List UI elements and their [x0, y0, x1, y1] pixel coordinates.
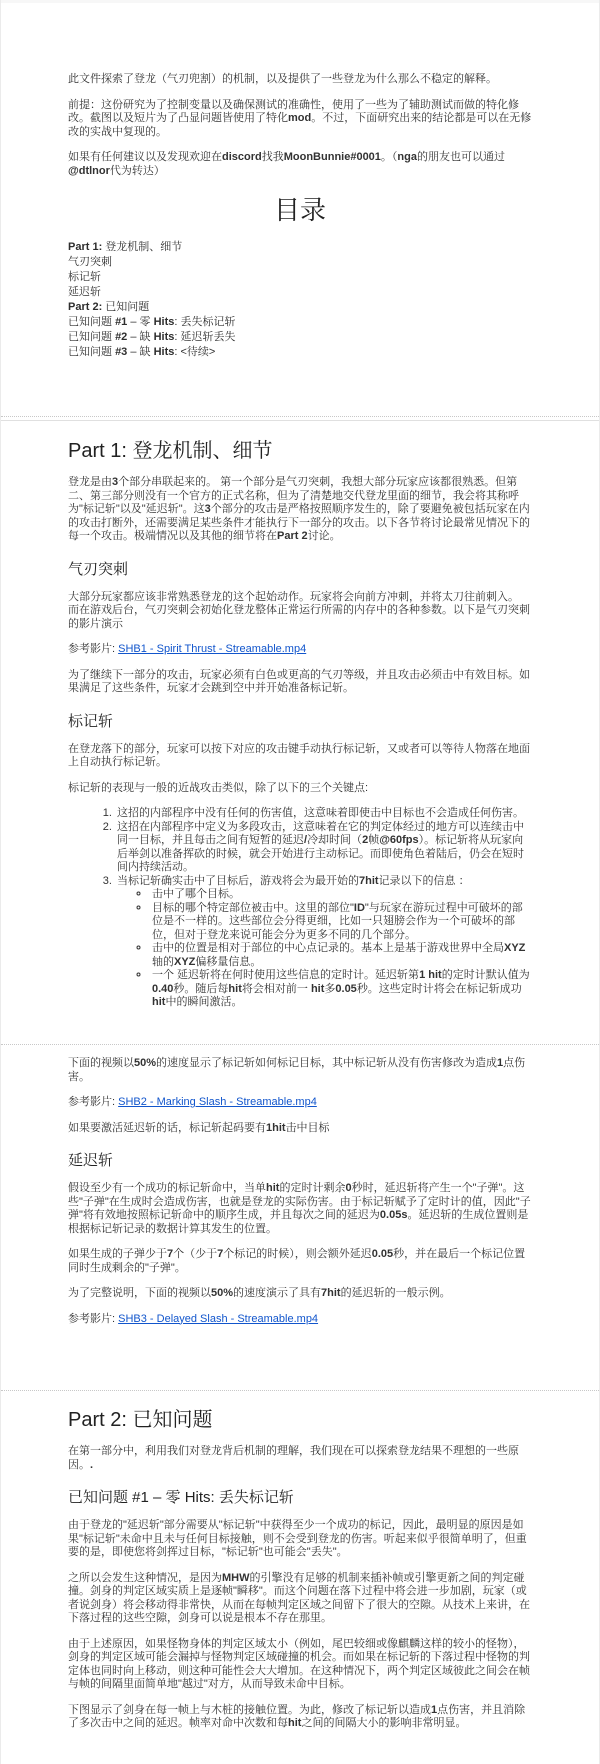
- video-reference-prefix: 参考影片:: [68, 1312, 119, 1325]
- marking-slash-paragraph-2: 标记斩的表现与一般的近战攻击类似，除了以下的三个关键点:: [68, 781, 369, 794]
- document-page-1: [1, 0, 599, 415]
- video-reference-shb1: [68, 643, 532, 657]
- intro-paragraph-contact: 如果有任何建议以及发现欢迎在discord找我MoonBunnie#0001。（nga的朋友也可以通过@dtlnor代为转达）: [68, 151, 505, 177]
- video-link-shb1[interactable]: SHB1 - Spirit Thrust - Streamable.mp4: [118, 643, 307, 655]
- toc-item-issue-2[interactable]: [68, 330, 532, 345]
- issue1-paragraph-1: 由于登龙的"延迟斩"部分需要从"标记斩"中获得至少一个成功的标记，因此，最明显的原因是如果"标记斩"未命中且未与任何目标接触，则不会受到登龙的伤害。听起来似乎很简单明了，但重要的是，即使您将剑挥过目标，"标记斩"也可能会"丢失"。: [68, 1519, 527, 1558]
- delayed-slash-paragraph-1: 假设至少有一个成功的标记斩命中，当单hit的定时计剩余0秒时，延迟斩将产生一个"子弹"。这些"子弹"在生成时会造成伤害，也就是登龙的实际伤害。由于标记斩赋予了定时计的值，因此"子弹"将有效地按照标记斩命中的顺序生成，并且每次之间的延迟为0.05s。延迟斩的生成位置则是根据标记斩记录的数据计算其发生的位置。: [68, 1182, 531, 1235]
- toc-item-label: 标记斩: [68, 271, 101, 283]
- recorded-info-timer: ◦ 一个 延迟斩将在何时使用这些信息的定时计。延迟斩第1 hit的定时计默认值为0.40秒。随后每hit将会相对前一 hit多0.05秒。这些定时计将会在标记斩成功hit中的瞬间激活。: [150, 969, 532, 1010]
- part2-heading: Part 2: 已知问题: [68, 1409, 213, 1431]
- toc-item-issue-1[interactable]: [68, 315, 532, 330]
- delayed-slash-paragraph-3: 为了完整说明，下面的视频以50%的速度演示了具有7hit的延迟斩的一般示例。: [68, 1287, 451, 1299]
- toc-item-label: 延迟斩: [68, 286, 101, 298]
- toc-item-delayed-slash[interactable]: [68, 285, 532, 300]
- marking-slash-paragraph-4: 如果要激活延迟斩的话，标记斩起码要有1hit击中目标: [68, 1121, 330, 1134]
- document-page-4: [1, 1391, 599, 1764]
- marking-slash-paragraph-3: 下面的视频以50%的速度显示了标记斩如何标记目标，其中标记斩从没有伤害修改为造成1点伤害。: [68, 1057, 526, 1083]
- key-point-3-text: 当标记斩确实击中了目标后，游戏将会为最开始的7hit记录以下的信息 ：: [117, 874, 470, 887]
- toc-item-issue-3[interactable]: [68, 345, 532, 360]
- document-page-2: [1, 422, 599, 1044]
- toc-item-label: 已知问题 #2 – 缺 Hits: 延迟斩丢失: [68, 331, 236, 343]
- issue1-heading: 已知问题 #1 – 零 Hits: 丢失标记斩: [68, 1489, 294, 1506]
- intro-paragraph-overview: 此文件探索了登龙（气刃兜割）的机制，以及提供了一些登龙为什么那么不稳定的解释。: [68, 73, 497, 85]
- toc-item-marking-slash[interactable]: [68, 270, 532, 285]
- toc-item-bold-prefix: Part 1:: [68, 241, 103, 253]
- recorded-info-list: [117, 888, 532, 1010]
- table-of-contents: [68, 240, 532, 360]
- page-break-dotted-line: [1, 416, 599, 417]
- toc-title: 目录: [273, 195, 326, 225]
- issue1-paragraph-3: 由于上述原因，如果怪物身体的判定区域太小（例如，尾巴较细或像麒麟这样的较小的怪物），剑身的判定区域可能会漏掉与怪物判定区域碰撞的机会。而如果在标记斩的下落过程中怪物的判定体也同时向上移动，则这种可能性会大大增加。在这种情况下，两个判定区域彼此之间会在帧与帧的间隔里面简单地"越过"对方，从而导致未命中目标。: [68, 1637, 530, 1690]
- video-reference-prefix: 参考影片:: [68, 643, 119, 655]
- recorded-info-target: ◦ 击中了哪个目标。: [150, 888, 532, 902]
- marking-slash-key-points: [68, 807, 532, 1010]
- toc-item-part2[interactable]: [68, 300, 532, 315]
- toc-item-bold-prefix: Part 2:: [68, 301, 103, 313]
- intro-paragraph-premise: 前提：这份研究为了控制变量以及确保测试的准确性，使用了一些为了辅助测试而做的特化修改。截图以及短片为了凸显问题皆使用了特化mod。不过，下面研究出来的结论都是可以在无修改的实战中复现的。: [68, 98, 532, 138]
- issue1-paragraph-4: 下图显示了剑身在每一帧上与木桩的接触位置。为此，修改了标记斩以造成1点伤害，并且消除了多次击中之间的延迟。帧率对命中次数和每hit之间的间隔大小的影响非常明显。: [68, 1703, 526, 1729]
- delayed-slash-paragraph-2: 如果生成的子弹少于7个（少于7个标记的时候），则会额外延迟0.05秒，并在最后一个标记位置同时生成剩余的"子弹"。: [68, 1248, 526, 1274]
- part1-heading: Part 1: 登龙机制、细节: [68, 440, 273, 462]
- spirit-thrust-paragraph-1: 大部分玩家都应该非常熟悉登龙的这个起始动作。玩家将会向前方冲刺，并将太刀往前刺入。 而在游戏后台，气刃突刺会初始化登龙整体正常运行所需的内存中的各种参数。以下是气刃突刺的影片演示: [68, 590, 530, 630]
- page-edge-line: [1, 420, 599, 421]
- key-point-1: 1. 这招的内部程序中没有任何的伤害值，这意味着即使击中目标也不会造成任何伤害。: [115, 807, 532, 821]
- toc-item-spirit-thrust[interactable]: [68, 255, 532, 270]
- marking-slash-heading: 标记斩: [68, 712, 114, 730]
- toc-item-label: 已知问题: [102, 301, 150, 313]
- issue1-paragraph-2: 之所以会发生这种情况，是因为MHW的引擎没有足够的机制来插补帧或引擎更新之间的判定碰撞。剑身的判定区域实质上是逐帧"瞬移"。而这个问题在落下过程中将会进一步加剧，玩家（或者说剑身）将会移动得非常快，从而在每帧判定区域之间留下了很大的空隙。从技术上来讲，在下落过程的这些空隙，剑身可以说是根本不存在那里。: [68, 1571, 530, 1624]
- video-reference-shb2: [68, 1096, 532, 1110]
- video-link-shb3[interactable]: SHB3 - Delayed Slash - Streamable.mp4: [118, 1312, 319, 1325]
- recorded-info-part-id: ◦ 目标的哪个特定部位被击中。这里的部位"ID"与玩家在游玩过程中可破坏的部位是不一样的。这些部位会分得更细，比如一只翅膀会作为一个可破坏的部位，但对于登龙来说可能会分为更多不同的几个部分。: [150, 902, 532, 943]
- delayed-slash-heading: 延迟斩: [68, 1152, 114, 1169]
- video-reference-prefix: 参考影片:: [68, 1096, 119, 1108]
- marking-slash-paragraph-1: 在登龙落下的部分，玩家可以按下对应的攻击键手动执行标记斩，又或者可以等待人物落在地面上自动执行标记斩。: [68, 742, 530, 768]
- document-page-3: [1, 1045, 599, 1390]
- spirit-thrust-heading: 气刃突刺: [68, 560, 129, 578]
- toc-item-label: 已知问题 #1 – 零 Hits: 丢失标记斩: [68, 316, 236, 328]
- part1-intro-paragraph: 登龙是由3个部分串联起来的。 第一个部分是气刃突刺，我想大部分玩家应该都很熟悉。但第二、第三部分则没有一个官方的正式名称，但为了清楚地交代登龙里面的细节，我会将其称呼为"标记斩"以及"延迟斩"。这3个部分的攻击是严格按照顺序发生的，除了要避免被包括玩家在内的攻击打断外，还需要满足某些条件才能执行下一部分的攻击。以下各节将讨论最常见情况下的每一个攻击。极端情况以及其他的细节将在Part 2讨论。: [68, 476, 530, 542]
- spirit-thrust-paragraph-2: 为了继续下一部分的攻击，玩家必须有白色或更高的气刃等级，并且攻击必须击中有效目标。如果满足了这些条件，玩家才会跳到空中并开始准备标记斩。: [68, 668, 530, 694]
- toc-item-part1[interactable]: [68, 240, 532, 255]
- toc-item-label: 气刃突刺: [68, 256, 112, 268]
- key-point-3: [115, 875, 532, 1010]
- key-point-2: 2. 这招在内部程序中定义为多段攻击，这意味着在它的判定体经过的地方可以连续击中同一目标，并且每击之间有短暂的延迟/冷却时间（2帧@60fps）。标记斩将从玩家向后举剑以准备挥砍的时候，就会开始进行主动标记。而即使角色着陆后，仍会在短时间内持续活动。: [115, 821, 532, 875]
- toc-item-label: 登龙机制、细节: [102, 241, 183, 253]
- part2-intro-paragraph: 在第一部分中，利用我们对登龙背后机制的理解，我们现在可以探索登龙结果不理想的一些原因。.: [68, 1445, 519, 1471]
- video-reference-shb3: [68, 1313, 532, 1327]
- toc-item-label: 已知问题 #3 – 缺 Hits: <待续>: [68, 346, 216, 358]
- video-link-shb2[interactable]: SHB2 - Marking Slash - Streamable.mp4: [118, 1096, 317, 1108]
- recorded-info-position: ◦ 击中的位置是相对于部位的中心点记录的。基本上是基于游戏世界中全局XYZ轴的XYZ偏移量信息。: [150, 942, 532, 969]
